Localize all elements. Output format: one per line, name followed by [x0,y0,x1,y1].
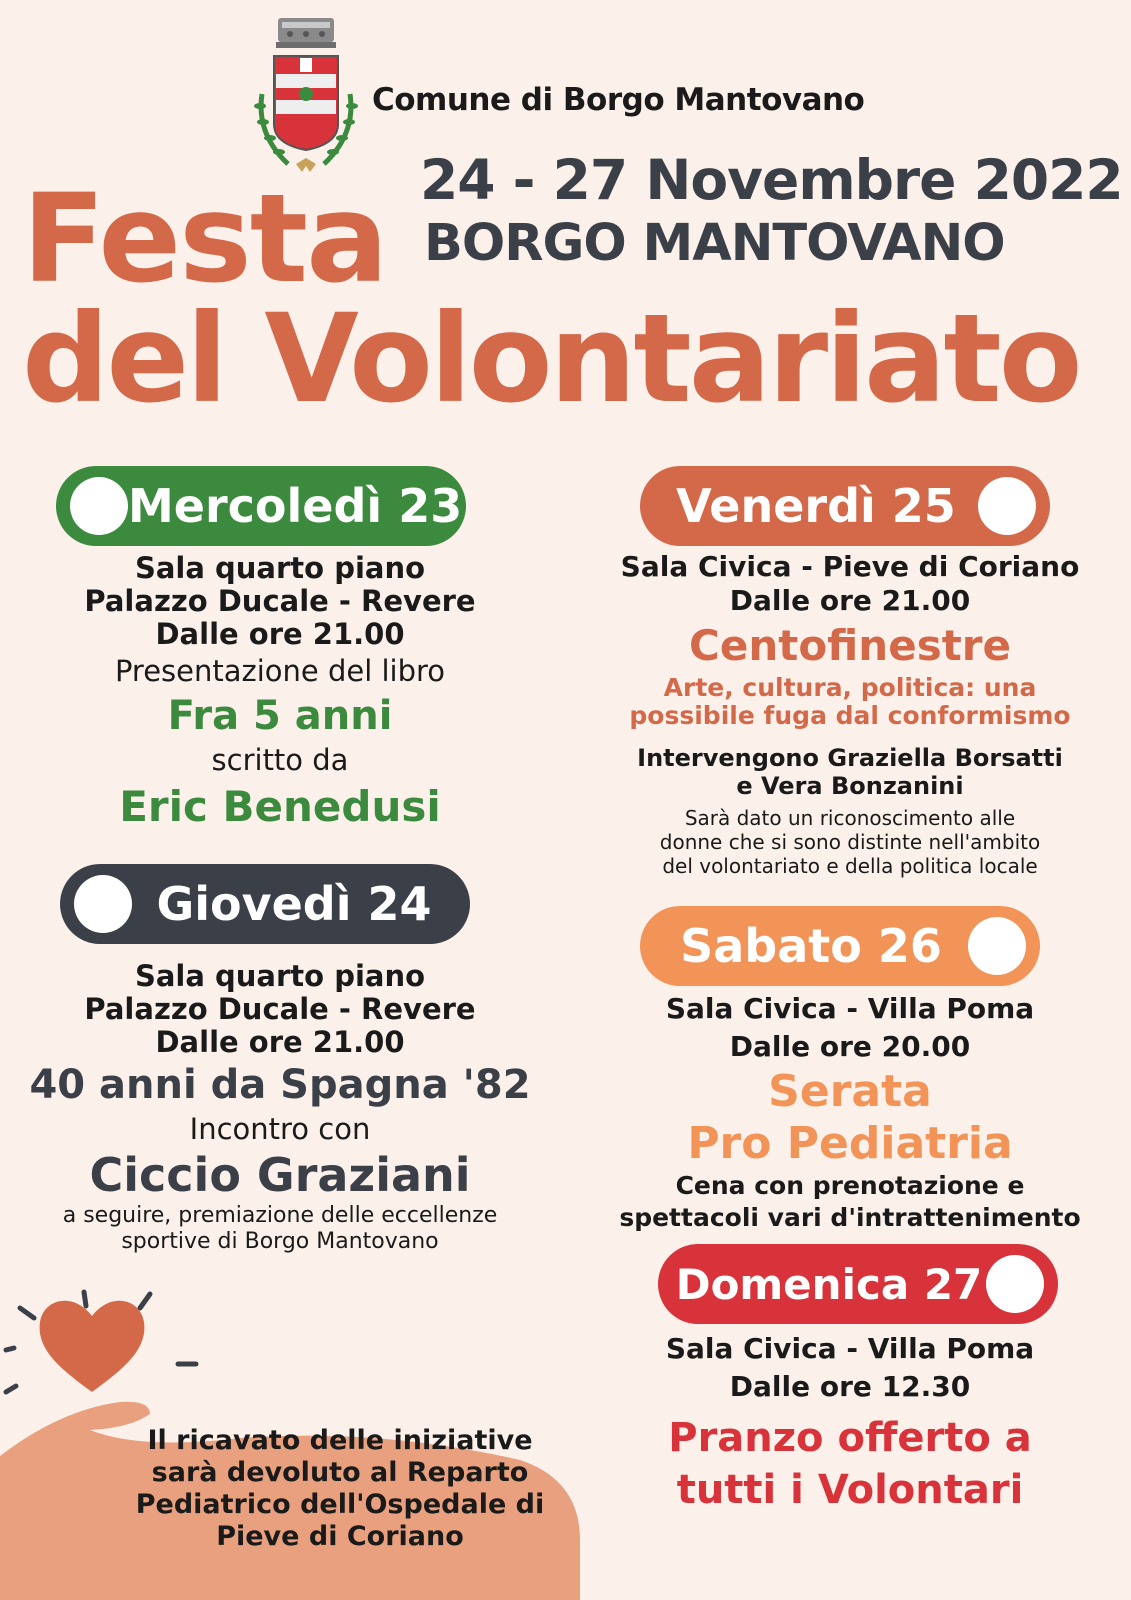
municipality-name: Comune di Borgo Mantovano [372,82,865,118]
venue-line: Palazzo Ducale - Revere [84,992,476,1026]
venue-line: Sala quarto piano [134,551,426,585]
venue-line: Sala Civica - Pieve di Coriano [620,550,1080,583]
day-pill-venerdi [640,466,1050,546]
subtitle-line: Arte, cultura, politica: una [663,673,1037,702]
time-line: Dalle ore 20.00 [729,1030,971,1063]
event-headline: tutti i Volontari [676,1467,1024,1513]
day-label: Venerdì 25 [676,479,956,533]
circle-icon [978,477,1036,535]
note-line: del volontariato e della politica locale [662,854,1038,878]
day-label: Giovedì 24 [156,877,432,931]
note-line: Cena con prenotazione e [675,1171,1025,1200]
note-line: spettacoli vari d'intrattenimento [619,1203,1081,1232]
event-headline: Pranzo offerto a [668,1415,1032,1461]
guest-name: Ciccio Graziani [89,1148,471,1202]
note-line: donne che si sono distinte nell'ambito [659,830,1041,854]
note-line: Sarà dato un riconoscimento alle [684,806,1016,830]
event-mercoledi [20,552,540,835]
note-line: a seguire, premiazione delle eccellenze [62,1203,498,1228]
day-pill-domenica [658,1244,1058,1324]
circle-icon [968,917,1026,975]
venue-line: Sala quarto piano [134,959,426,993]
author-name: Eric Benedusi [119,782,441,831]
note-line: sportive di Borgo Mantovano [121,1229,439,1254]
time-line: Dalle ore 21.00 [155,1025,405,1059]
day-pill-sabato [640,906,1040,986]
speakers-line: e Vera Bonzanini [736,772,964,800]
event-headline: 40 anni da Spagna '82 [29,1062,531,1108]
time-line: Dalle ore 12.30 [729,1370,971,1403]
municipal-crest-icon [248,14,364,176]
by-line: scritto da [211,743,349,777]
event-headline: Centofinestre [689,621,1011,670]
time-line: Dalle ore 21.00 [729,584,971,617]
circle-icon [74,875,132,933]
festival-title-line2: del Volontariato [22,288,1080,430]
event-headline: Pro Pediatria [687,1118,1013,1169]
event-venerdi [590,550,1110,878]
footer-line: Pieve di Coriano [216,1521,464,1552]
event-sabato [590,990,1110,1234]
day-label: Sabato 26 [680,919,942,973]
day-label: Mercoledì 23 [128,479,463,533]
venue-line: Sala Civica - Villa Poma [665,992,1035,1025]
event-domenica [590,1330,1110,1516]
circle-icon [986,1255,1044,1313]
event-giovedi [20,960,540,1255]
venue-line: Palazzo Ducale - Revere [84,584,476,618]
day-pill-mercoledi [56,466,466,546]
speakers-line: Intervengono Graziella Borsatti [637,744,1063,772]
intro-line: Presentazione del libro [114,654,446,688]
festival-title-line1: Festa [22,168,387,310]
footer-line: Pediatrico dell'Ospedale di [135,1489,545,1520]
circle-icon [70,477,128,535]
book-title: Fra 5 anni [167,693,393,739]
event-place: BORGO MANTOVANO [424,214,1005,273]
event-headline: Serata [768,1066,932,1117]
event-dates: 24 - 27 Novembre 2022 [420,148,1123,212]
day-pill-giovedi [60,864,470,944]
meet-line: Incontro con [189,1112,371,1146]
time-line: Dalle ore 21.00 [155,617,405,651]
footer-line: sarà devoluto al Reparto [151,1457,529,1488]
venue-line: Sala Civica - Villa Poma [665,1332,1035,1365]
day-label: Domenica 27 [675,1259,983,1309]
subtitle-line: possibile fuga dal conformismo [629,701,1071,730]
footer-note [110,1425,570,1553]
footer-line: Il ricavato delle iniziative [147,1425,533,1456]
